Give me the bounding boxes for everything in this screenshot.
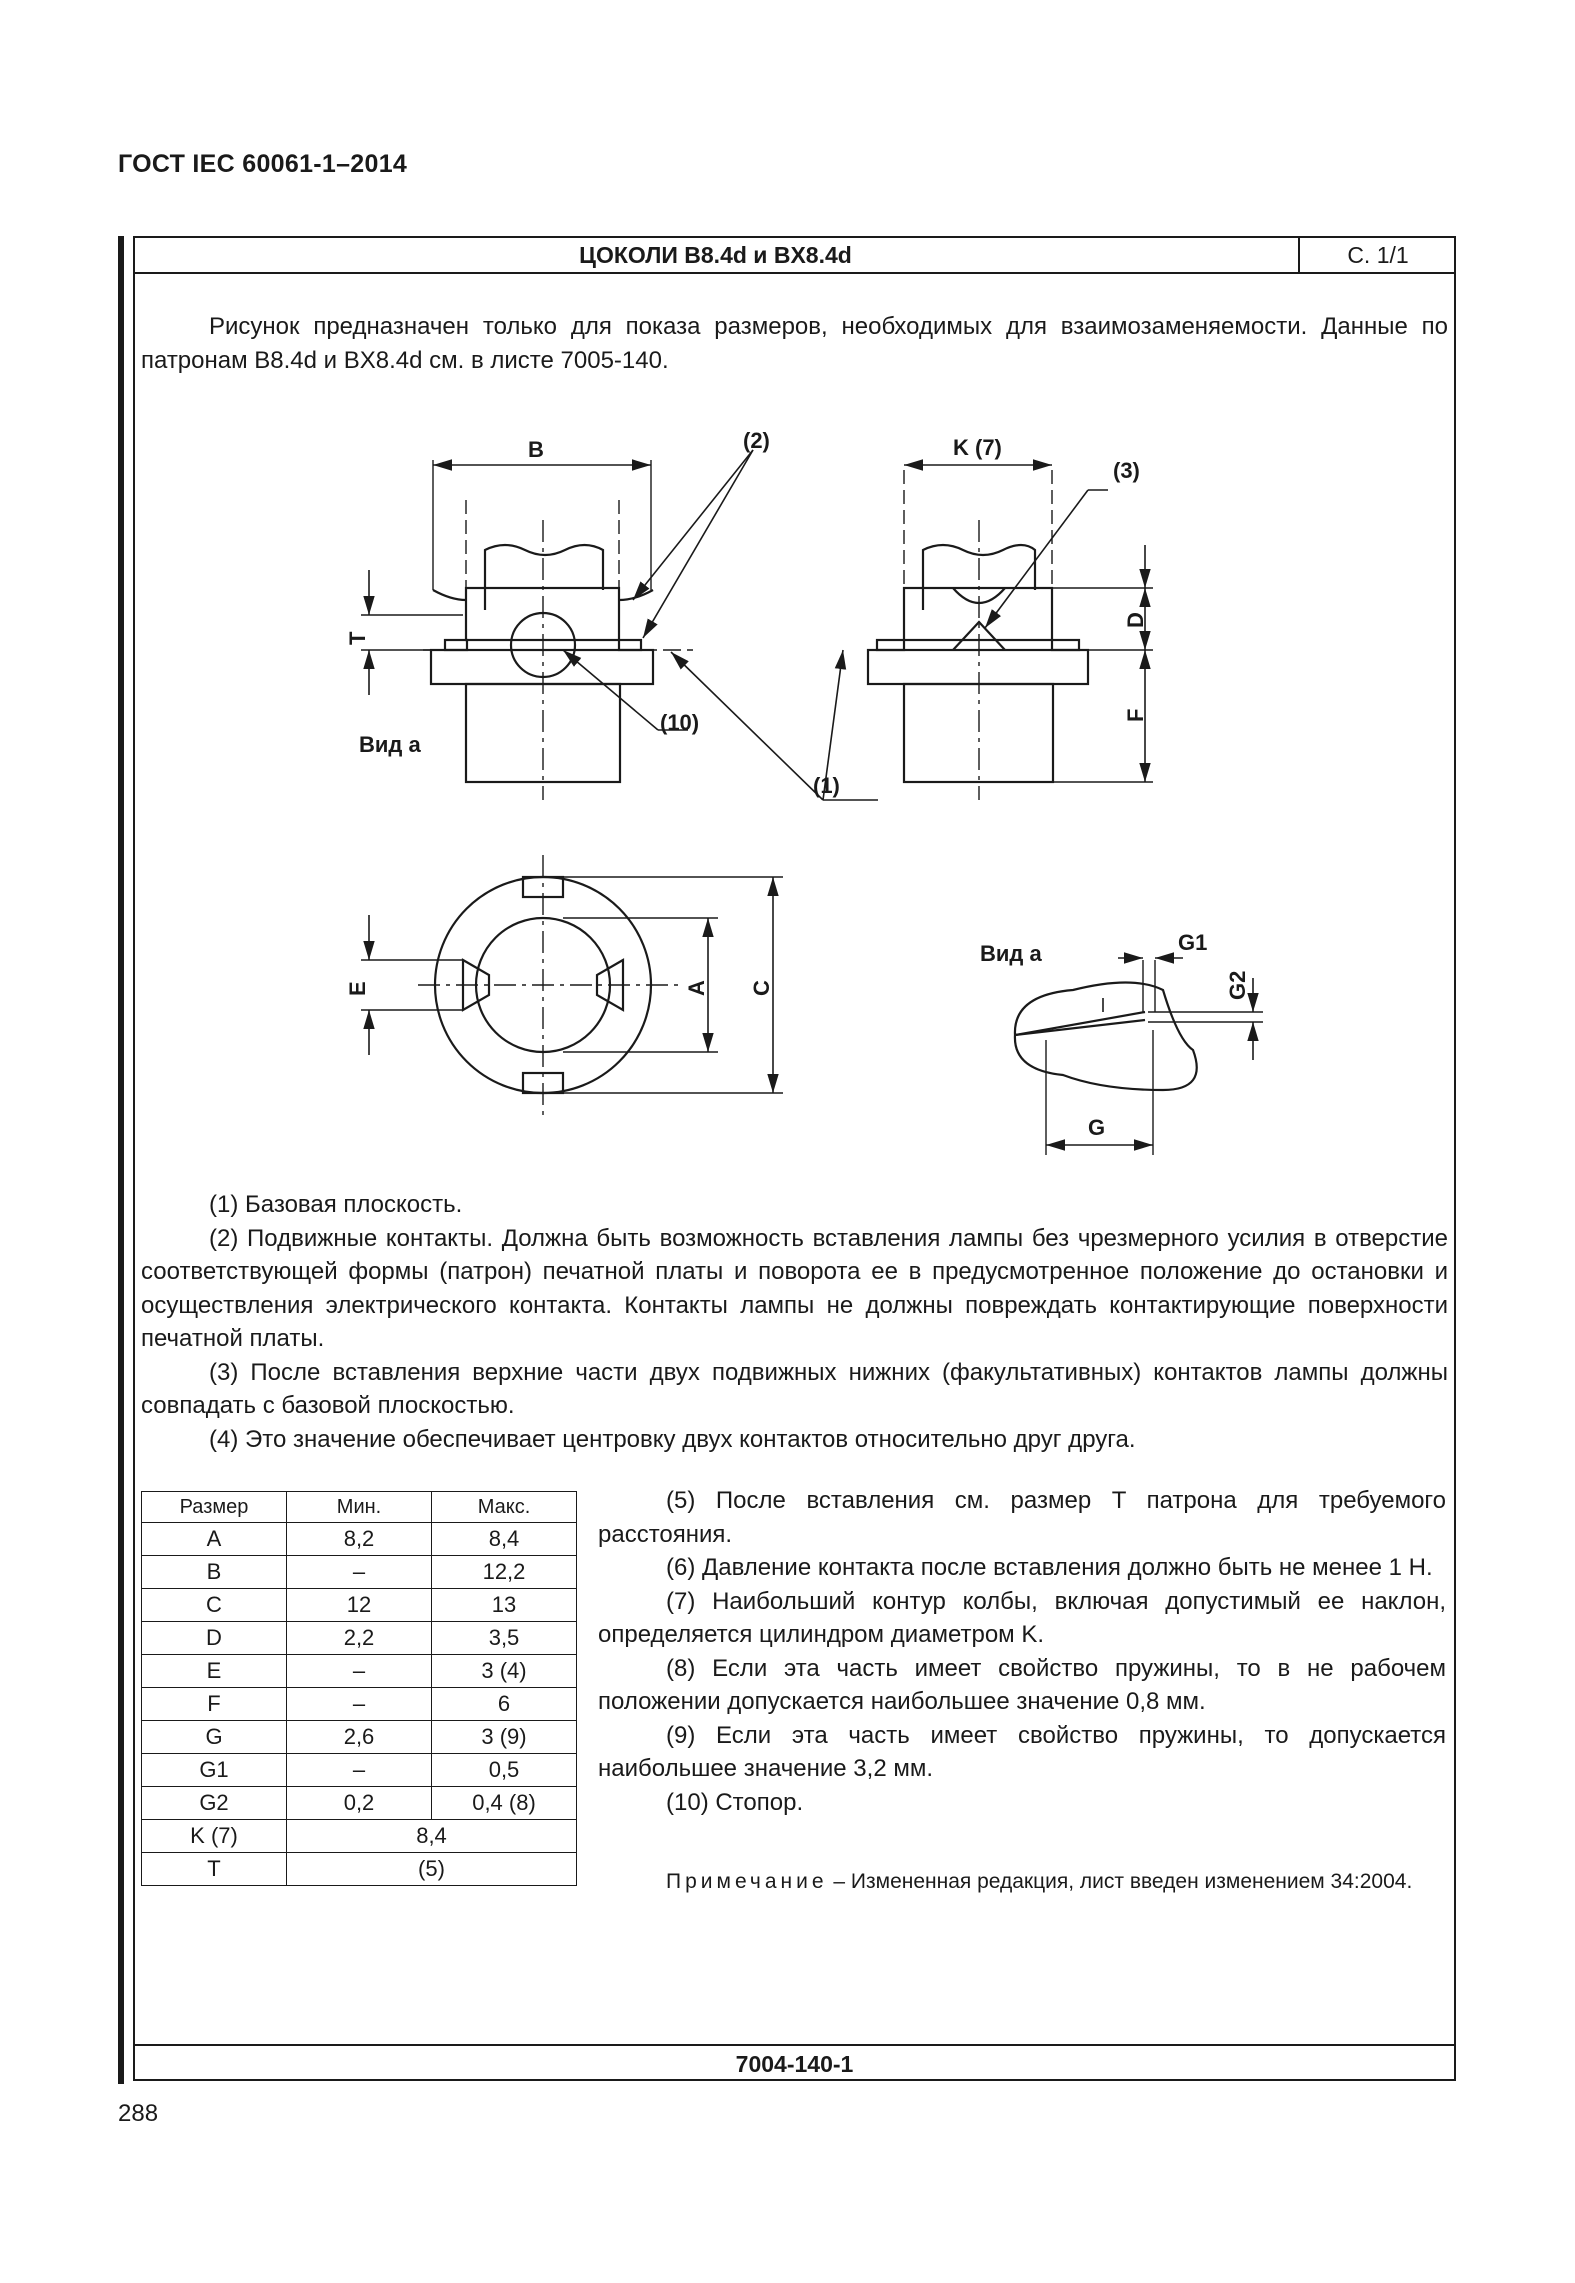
table-cell: 0,4 (8) xyxy=(432,1787,577,1820)
table-cell: (5) xyxy=(287,1853,577,1886)
label-g1: G1 xyxy=(1178,930,1208,955)
note-6 xyxy=(598,1551,1446,1585)
table-cell: 13 xyxy=(432,1589,577,1622)
table-header-row xyxy=(142,1492,577,1523)
intro-text: Рисунок предназначен только для показа размеров, необходимых для взаимозаменяемости. Данные по патронам B8.4d и BX8.4d см. в листе 7005-140. xyxy=(141,313,1448,374)
sheet-code: 7004-140-1 xyxy=(735,2051,854,2077)
dimensions-table xyxy=(141,1491,577,1886)
side-view-1 xyxy=(361,450,878,800)
note-10 xyxy=(598,1786,1446,1820)
note-8 xyxy=(598,1652,1446,1719)
note-7 xyxy=(598,1585,1446,1652)
table-cell: 12 xyxy=(287,1589,432,1622)
table-cell: 8,2 xyxy=(287,1523,432,1556)
label-a: A xyxy=(684,980,709,996)
label-d: D xyxy=(1123,612,1148,628)
note-3-text: (3) После вставления верхние части двух подвижных нижних (факультативных) контактов лампы должны совпадать с базовой плоскостью. xyxy=(141,1358,1448,1419)
note-7-text: (7) Наибольший контур колбы, включая допустимый ее наклон, определяется цилиндром диаметром K. xyxy=(598,1587,1446,1648)
label-b: B xyxy=(528,437,544,462)
table-row xyxy=(142,1622,577,1655)
label-vid-a-2: Вид а xyxy=(980,941,1042,966)
label-note-3: (3) xyxy=(1113,458,1140,483)
table-cell: 6 xyxy=(432,1688,577,1721)
label-c: C xyxy=(749,980,774,996)
note-5 xyxy=(598,1484,1446,1551)
table-cell: 3,5 xyxy=(432,1622,577,1655)
intro-paragraph xyxy=(141,310,1448,377)
top-view xyxy=(361,855,783,1115)
label-g: G xyxy=(1088,1115,1106,1140)
table-cell: 8,4 xyxy=(432,1523,577,1556)
label-f: F xyxy=(1123,708,1148,722)
table-cell: 3 (9) xyxy=(432,1721,577,1754)
table-cell: C xyxy=(142,1589,287,1622)
table-cell: – xyxy=(287,1556,432,1589)
table-cell: K (7) xyxy=(142,1820,287,1853)
label-note-1: (1) xyxy=(813,773,840,798)
table-cell: – xyxy=(287,1688,432,1721)
table-cell: – xyxy=(287,1655,432,1688)
table-cell: 3 (4) xyxy=(432,1655,577,1688)
table-row xyxy=(142,1721,577,1754)
side-view-2 xyxy=(868,465,1153,800)
table-cell: G xyxy=(142,1721,287,1754)
note-1-text: (1) Базовая плоскость. xyxy=(209,1191,463,1218)
page-number: 288 xyxy=(118,2100,159,2127)
table-row xyxy=(142,1820,577,1853)
remark-label: Примечание xyxy=(666,1870,828,1893)
document-title: ГОСТ IEC 60061-1–2014 xyxy=(118,150,408,178)
table-cell: T xyxy=(142,1853,287,1886)
note-5-text: (5) После вставления см. размер T патрона для требуемого расстояния. xyxy=(598,1487,1446,1548)
note-4-text: (4) Это значение обеспечивает центровку двух контактов относительно друг друга. xyxy=(209,1425,1136,1453)
table-row xyxy=(142,1556,577,1589)
note-3 xyxy=(141,1356,1448,1423)
note-10-text: (10) Стопор. xyxy=(666,1788,804,1816)
table-cell: A xyxy=(142,1523,287,1556)
label-vid-a-1: Вид а xyxy=(359,732,421,757)
table-cell: G1 xyxy=(142,1754,287,1787)
table-header: Мин. xyxy=(287,1492,432,1523)
remark-text: – Измененная редакция, лист введен изменением 34:2004. xyxy=(827,1870,1413,1893)
notes-block xyxy=(141,1188,1448,1456)
notes-block-2 xyxy=(598,1484,1446,1819)
note-4 xyxy=(141,1423,1448,1457)
sheet-title: ЦОКОЛИ B8.4d и BX8.4d xyxy=(579,242,852,268)
table-cell: B xyxy=(142,1556,287,1589)
note-8-text: (8) Если эта часть имеет свойство пружины, то в не рабочем положении допускается наибольшее значение 0,8 мм. xyxy=(598,1654,1446,1715)
note-2 xyxy=(141,1222,1448,1356)
label-e: E xyxy=(345,981,370,996)
table-row xyxy=(142,1853,577,1886)
table-row xyxy=(142,1589,577,1622)
table-cell: E xyxy=(142,1655,287,1688)
table-cell: D xyxy=(142,1622,287,1655)
table-cell: 8,4 xyxy=(287,1820,577,1853)
table-cell: 2,6 xyxy=(287,1721,432,1754)
label-g2: G2 xyxy=(1225,970,1250,1000)
table-header: Размер xyxy=(142,1492,287,1523)
table-row xyxy=(142,1523,577,1556)
label-t: T xyxy=(345,631,370,645)
table-cell: 12,2 xyxy=(432,1556,577,1589)
note-9-text: (9) Если эта часть имеет свойство пружины, то допускается наибольшее значение 3,2 мм. xyxy=(598,1721,1446,1782)
table-cell: – xyxy=(287,1754,432,1787)
table-row xyxy=(142,1688,577,1721)
label-note-2: (2) xyxy=(743,428,770,453)
note-6-text: (6) Давление контакта после вставления должно быть не менее 1 Н. xyxy=(666,1554,1433,1581)
remark xyxy=(598,1866,1446,1897)
table-row xyxy=(142,1754,577,1787)
sheet-number: С. 1/1 xyxy=(1347,242,1409,268)
table-row xyxy=(142,1655,577,1688)
note-2-text: (2) Подвижные контакты. Должна быть возможность вставления лампы без чрезмерного усилия в отверстие соответствующей формы (патрон) печатной платы и поворота ее в предусмотренное положение до остановки и осуществления электрического контакта. Контакты лампы не должны повреждать контактирующие поверхности печатной платы. xyxy=(141,1224,1448,1352)
table-cell: F xyxy=(142,1688,287,1721)
table-row xyxy=(142,1787,577,1820)
table-cell: G2 xyxy=(142,1787,287,1820)
table-cell: 2,2 xyxy=(287,1622,432,1655)
technical-drawing xyxy=(133,400,1456,1180)
table-cell: 0,2 xyxy=(287,1787,432,1820)
frame-left-bar xyxy=(118,236,124,2084)
table-cell: 0,5 xyxy=(432,1754,577,1787)
table-header: Макс. xyxy=(432,1492,577,1523)
note-1 xyxy=(141,1188,1448,1222)
label-k7: K (7) xyxy=(953,435,1002,460)
label-note-10: (10) xyxy=(660,710,700,735)
note-9 xyxy=(598,1719,1446,1786)
